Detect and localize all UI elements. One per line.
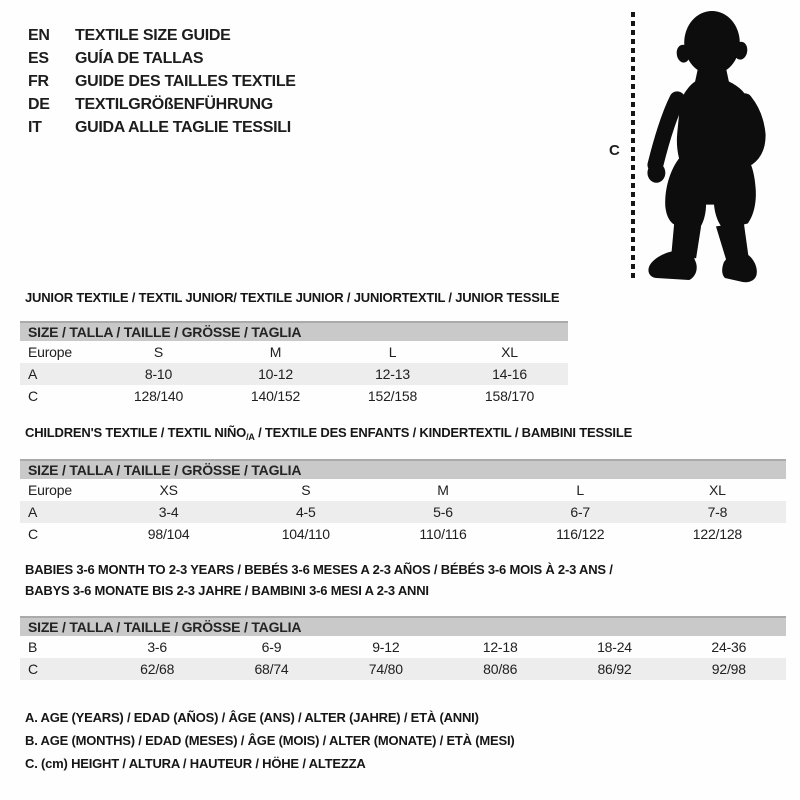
language-row-it [28, 116, 296, 139]
table-row [20, 363, 568, 385]
table-row [20, 341, 568, 363]
table-row [20, 658, 786, 680]
height-cell: 86/92 [597, 661, 632, 677]
language-row-en [28, 24, 296, 47]
row-label: C [28, 388, 38, 404]
table-row [20, 385, 568, 407]
age-cell: 24-36 [711, 639, 747, 655]
guide-title: TEXTILE SIZE GUIDE [75, 26, 231, 44]
language-row-es [28, 47, 296, 70]
row-label: A [28, 366, 38, 382]
language-row-de [28, 93, 296, 116]
babies-table-title [25, 559, 613, 601]
footnote-c: C. (cm) HEIGHT / ALTURA / HAUTEUR / HÖHE / ALTEZZA [25, 756, 366, 771]
height-cell: 92/98 [711, 661, 746, 677]
size-cell: L [576, 482, 584, 498]
age-cell: 8-10 [144, 366, 173, 382]
age-cell: 5-6 [433, 504, 453, 520]
height-cell: 62/68 [140, 661, 175, 677]
size-cell: M [269, 344, 282, 360]
children-table-title [25, 425, 632, 442]
table-row [20, 479, 786, 501]
age-cell: 12-13 [375, 366, 410, 382]
toddler-silhouette-icon [643, 8, 778, 286]
guide-title: GUIDE DES TAILLES TEXTILE [75, 72, 296, 90]
height-cell: 98/104 [147, 526, 190, 542]
size-cell: XL [709, 482, 726, 498]
size-cell: M [437, 482, 449, 498]
height-measure-label: C [609, 142, 620, 159]
row-label: B [28, 639, 38, 655]
footnote-b: B. AGE (MONTHS) / EDAD (MESES) / ÂGE (MOIS) / ALTER (MONATE) / ETÀ (MESI) [25, 733, 515, 748]
guide-title: GUÍA DE TALLAS [75, 49, 204, 67]
table-row [20, 501, 786, 523]
row-label: Europe [28, 344, 72, 360]
guide-title: GUIDA ALLE TAGLIE TESSILI [75, 118, 291, 136]
children-title-suffix: / TEXTILE DES ENFANTS / KINDERTEXTIL / BAMBINI TESSILE [254, 425, 633, 440]
height-cell: 122/128 [692, 526, 742, 542]
age-cell: 6-9 [261, 639, 282, 655]
language-code: FR [28, 72, 49, 90]
height-cell: 152/158 [367, 388, 418, 404]
language-code: DE [28, 95, 50, 113]
age-cell: 14-16 [492, 366, 527, 382]
age-cell: 6-7 [570, 504, 591, 520]
height-cell: 74/80 [368, 661, 403, 677]
junior-size-table [20, 321, 568, 407]
language-code: EN [28, 26, 50, 44]
size-header-bar: SIZE / TALLA / TAILLE / GRÖSSE / TAGLIA [20, 616, 786, 636]
height-cell: 80/86 [483, 661, 518, 677]
height-cell: 128/140 [133, 388, 184, 404]
footnote-a: A. AGE (YEARS) / EDAD (AÑOS) / ÂGE (ANS) / ALTER (JAHRE) / ETÀ (ANNI) [25, 710, 479, 725]
row-label: C [28, 661, 38, 677]
guide-title: TEXTILGRÖßENFÜHRUNG [75, 95, 273, 113]
size-cell: L [388, 344, 397, 360]
age-cell: 18-24 [597, 639, 632, 655]
row-label: Europe [28, 482, 72, 498]
height-measure-figure [605, 8, 785, 290]
height-cell: 110/116 [419, 526, 467, 542]
children-title-subscript: /A [246, 432, 255, 442]
age-cell: 3-6 [147, 639, 167, 655]
age-cell: 9-12 [372, 639, 400, 655]
babies-title-line2: BABYS 3-6 MONATE BIS 2-3 JAHRE / BAMBINI 3-6 MESI A 2-3 ANNI [25, 583, 429, 598]
height-cell: 68/74 [254, 661, 289, 677]
age-cell: 12-18 [482, 639, 518, 655]
height-cell: 104/110 [281, 526, 330, 542]
height-cell: 140/152 [250, 388, 301, 404]
size-header-bar: SIZE / TALLA / TAILLE / GRÖSSE / TAGLIA [20, 321, 568, 341]
table-row [20, 636, 786, 658]
age-cell: 10-12 [258, 366, 293, 382]
age-cell: 4-5 [295, 504, 316, 520]
size-cell: S [301, 482, 311, 498]
babies-title-line1: BABIES 3-6 MONTH TO 2-3 YEARS / BEBÉS 3-6 MESES A 2-3 AÑOS / BÉBÉS 3-6 MOIS À 2-3 ANS / [25, 562, 613, 577]
legend-footnotes [25, 706, 515, 775]
language-title-list [28, 24, 296, 139]
height-cell: 116/122 [556, 526, 605, 542]
height-cell: 158/170 [484, 388, 535, 404]
babies-size-table [20, 616, 786, 680]
children-title-prefix: CHILDREN'S TEXTILE / TEXTIL NIÑO [25, 425, 247, 440]
size-cell: XS [159, 482, 178, 498]
table-row [20, 523, 786, 545]
age-cell: 7-8 [707, 504, 728, 520]
row-label: C [28, 526, 38, 542]
junior-table-title: JUNIOR TEXTILE / TEXTIL JUNIOR/ TEXTILE JUNIOR / JUNIORTEXTIL / JUNIOR TESSILE [25, 290, 560, 305]
size-cell: XL [501, 344, 518, 360]
language-row-fr [28, 70, 296, 93]
size-header-bar: SIZE / TALLA / TAILLE / GRÖSSE / TAGLIA [20, 459, 786, 479]
row-label: A [28, 504, 38, 520]
children-size-table [20, 459, 786, 545]
language-code: IT [28, 118, 42, 136]
height-measure-dotted-line [631, 12, 635, 280]
size-cell: S [153, 344, 164, 360]
age-cell: 3-4 [158, 504, 179, 520]
language-code: ES [28, 49, 49, 67]
